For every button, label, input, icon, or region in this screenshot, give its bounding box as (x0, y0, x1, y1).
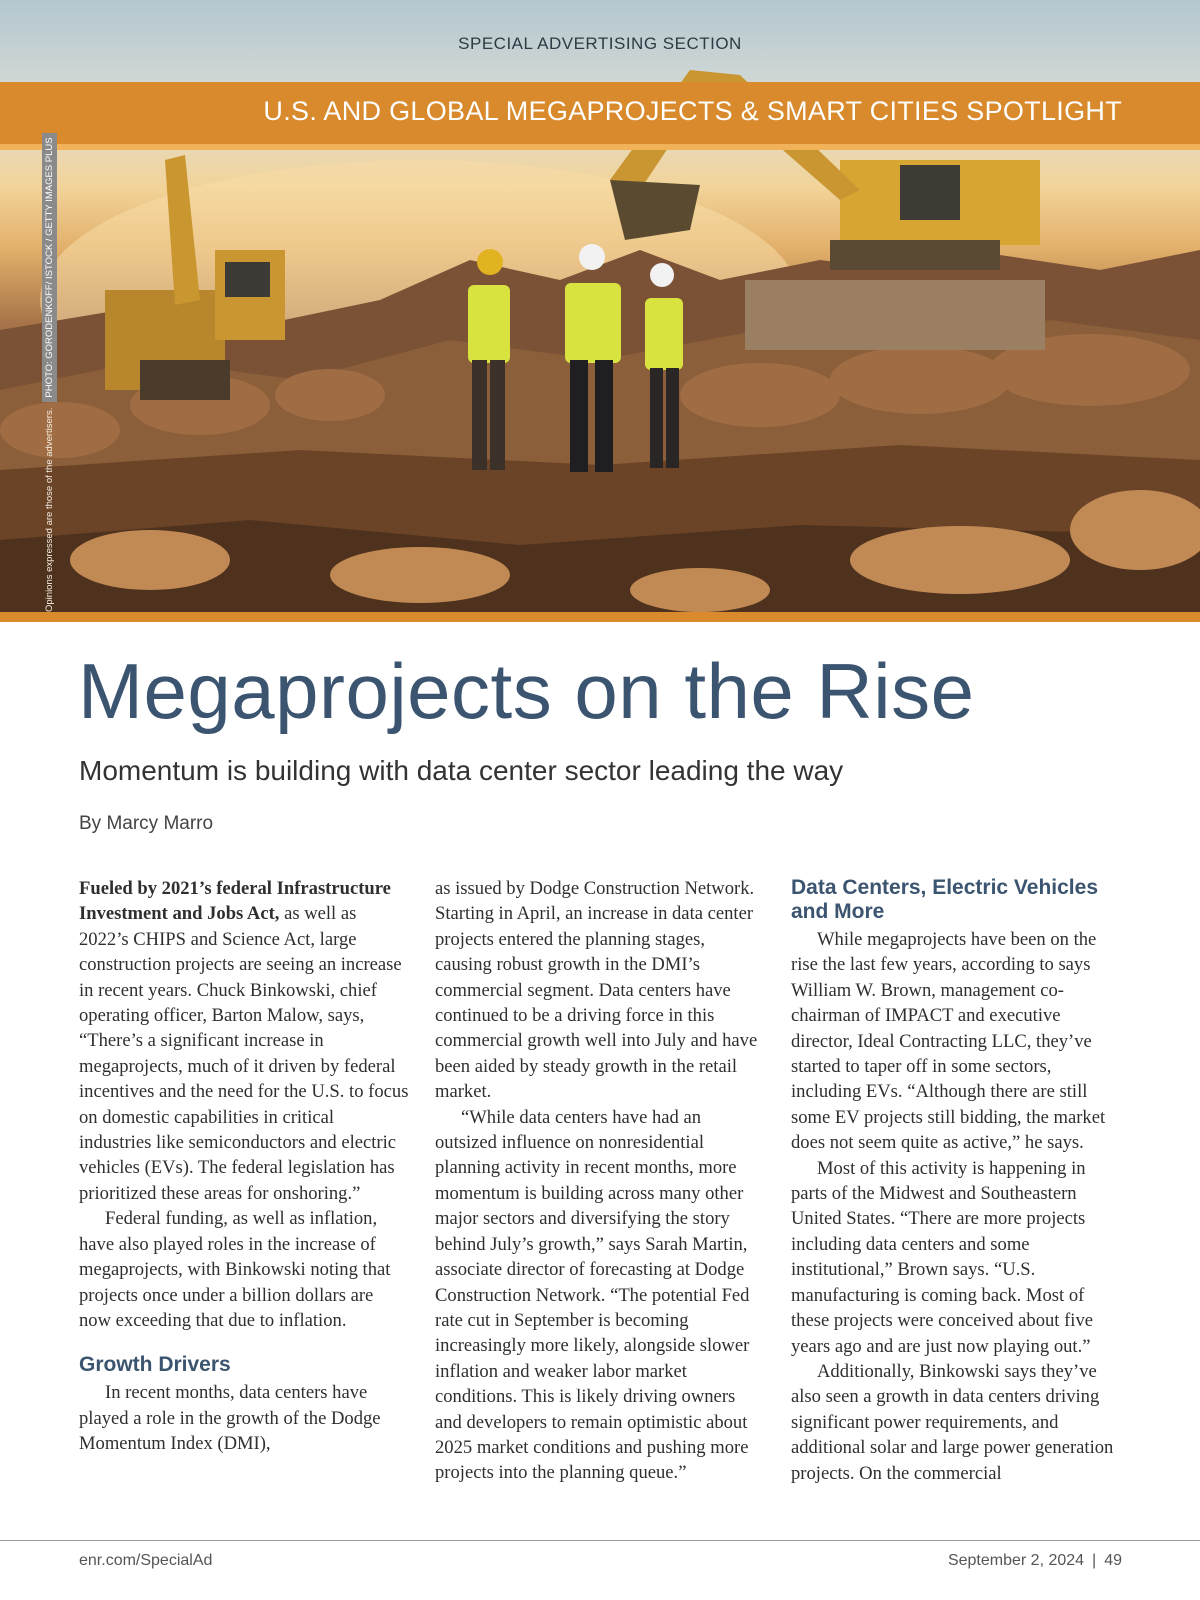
paragraph: In recent months, data centers have played a role in the growth of the Dodge Momentum Index (DMI), (79, 1382, 381, 1455)
banner-stripe (0, 144, 1200, 150)
headline: Megaprojects on the Rise (78, 647, 975, 735)
paragraph: While megaprojects have been on the rise the last few years, according to says William W. Brown, management co-chairman of IMPACT and executive director, Ideal Contracting LLC, they’ve started to taper off in some sectors, including EVs. “Although there are still some EV projects still bidding, the market does not seem quite as active,” he says. (791, 929, 1106, 1154)
section-label: SPECIAL ADVERTISING SECTION (458, 34, 742, 53)
footer-date-page (948, 1552, 1122, 1570)
page-number: 49 (1104, 1552, 1122, 1569)
article-column-3 (791, 876, 1121, 1486)
paragraph (79, 876, 409, 1206)
lead-in: Fueled by 2021’s federal Infrastructure Investment and Jobs Act, (79, 878, 391, 925)
byline: By Marcy Marro (79, 813, 214, 834)
advertiser-disclaimer: Opinions expressed are those of the advertisers. (44, 407, 55, 612)
paragraph: Federal funding, as well as inflation, have also played roles in the increase of megaprojects, with Binkowski noting that projects once under a billion dollars are now exceeding that due to inflation. (79, 1208, 391, 1331)
paragraph: “While data centers have had an outsized influence on nonresidential planning activity in recent months, more momentum is building across many other major sectors and diversifying the story behind July’s growth,” says Sarah Martin, associate director of forecasting at Dodge Construction Network. “The potential Fed rate cut in September is becoming increasingly more likely, alongside slower inflation and weaker labor market conditions. This is likely driving owners and developers to remain optimistic about 2025 market conditions and pushing more projects into the planning queue.” (435, 1106, 750, 1484)
footer-rule (0, 1540, 1200, 1541)
article-column-1 (79, 876, 409, 1457)
photo-credit (38, 137, 61, 612)
photo-credit-text: PHOTO: GORODENKOFF/ ISTOCK / GETTY IMAGES PLUS (42, 133, 57, 401)
footer-separator: | (1092, 1552, 1097, 1569)
subheadline: Momentum is building with data center sector leading the way (79, 755, 844, 786)
footer-url[interactable]: enr.com/SpecialAd (79, 1552, 213, 1569)
paragraph: as issued by Dodge Construction Network. Starting in April, an increase in data center projects entered the planning stages, causing robust growth in the DMI’s commercial segment. Data centers have continued to be a driving force in this commercial growth well into July and have been aided by steady growth in the retail market. (435, 878, 758, 1103)
section-heading-growth-drivers: Growth Drivers (79, 1353, 231, 1377)
section-heading-data-centers: Data Centers, Electric Vehicles and More (791, 876, 1098, 923)
paragraph-text: as well as 2022’s CHIPS and Science Act, large construction projects are seeing an increase in recent years. Chuck Binkowski, chief operating officer, Barton Malow, says, “There’s a significant increase in megaprojects, much of it driven by federal incentives and the need for the U.S. to focus on domestic capabilities in critical industries like semiconductors and electric vehicles (EVs). The federal legislation has prioritized these areas for onshoring.” (79, 903, 409, 1204)
hero-photo (0, 0, 1200, 622)
banner-title: U.S. AND GLOBAL MEGAPROJECTS & SMART CITIES SPOTLIGHT (263, 96, 1122, 126)
article-column-2 (435, 876, 765, 1486)
paragraph: Additionally, Binkowski says they’ve also seen a growth in data centers driving significant power requirements, and additional solar and large power generation projects. On the commercial (791, 1360, 1114, 1484)
publication-date: September 2, 2024 (947, 1552, 1085, 1569)
paragraph: Most of this activity is happening in parts of the Midwest and Southeastern United States. “There are more projects including data centers and some institutional,” Brown says. “U.S. manufacturing is coming back. Most of these projects were conceived about five years ago and are just now playing out.” (791, 1157, 1094, 1357)
photo-bottom-stripe (0, 612, 1200, 622)
